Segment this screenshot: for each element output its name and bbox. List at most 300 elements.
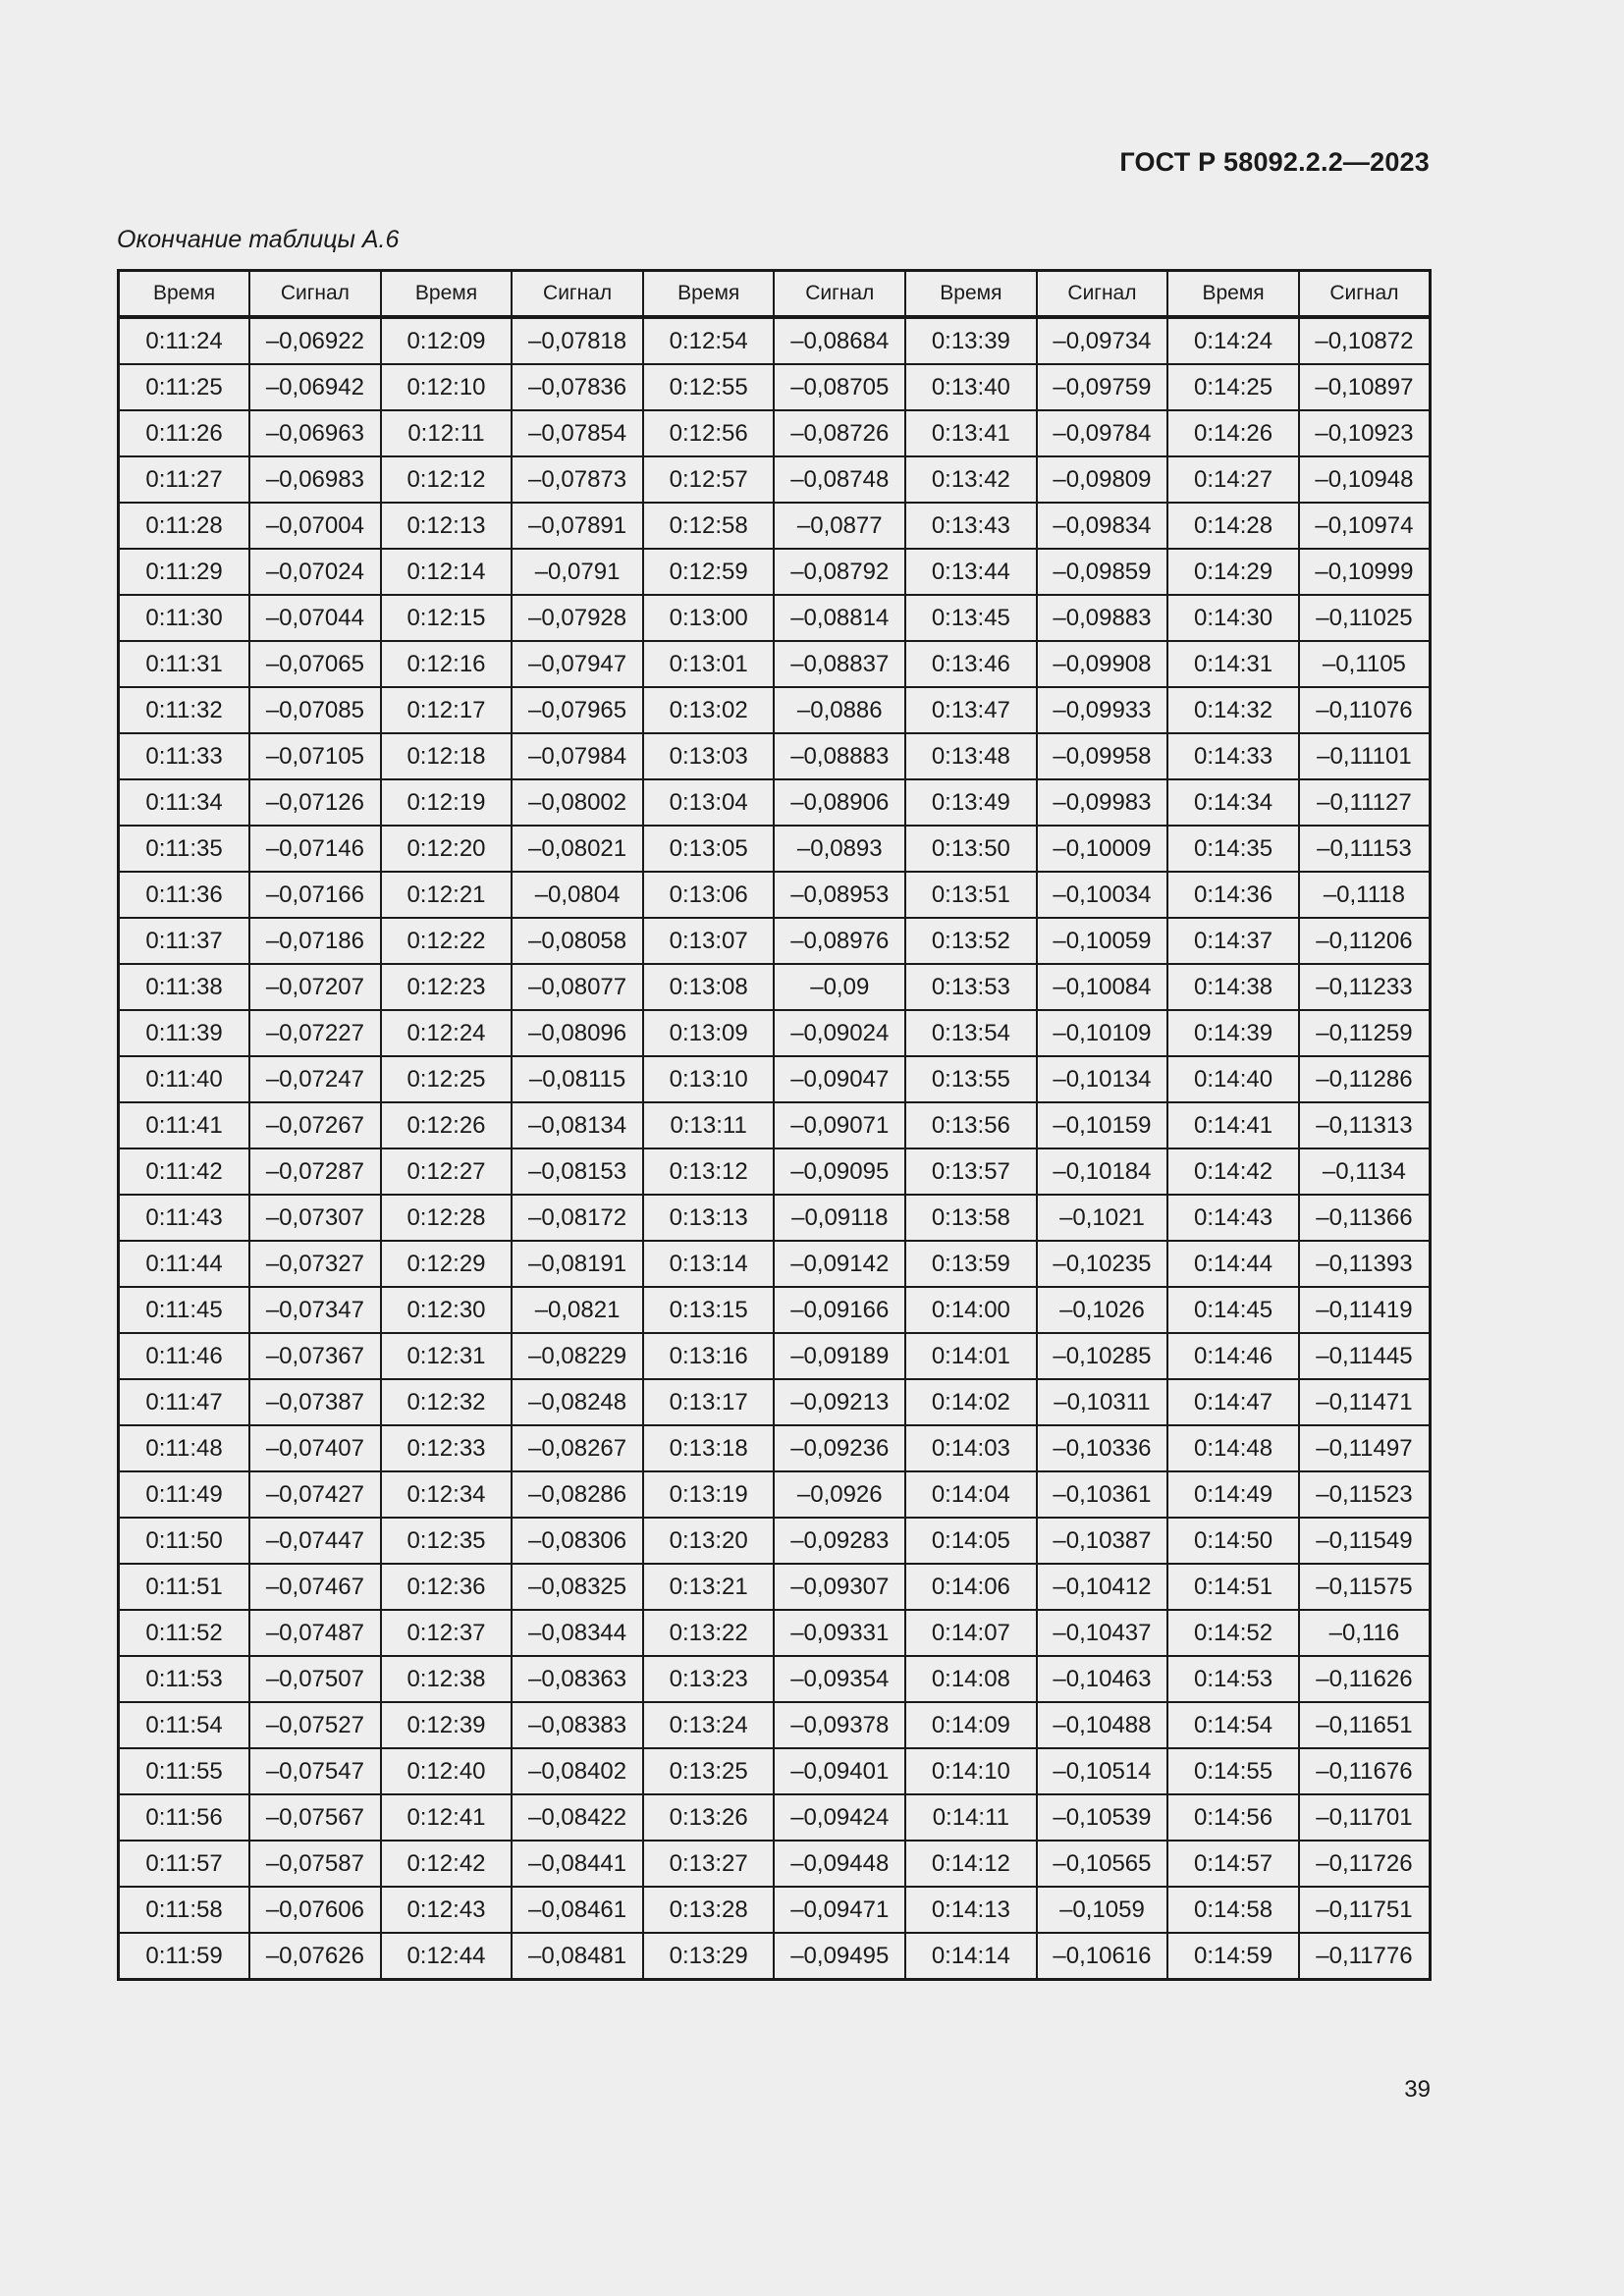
signal-cell: –0,1105 — [1299, 641, 1431, 687]
time-cell: 0:12:36 — [381, 1564, 513, 1610]
time-cell: 0:12:29 — [381, 1241, 513, 1287]
signal-cell: –0,08248 — [512, 1379, 643, 1425]
signal-cell: –0,09424 — [774, 1794, 905, 1841]
time-cell: 0:12:12 — [381, 456, 513, 503]
signal-cell: –0,07024 — [249, 549, 381, 595]
signal-cell: –0,08134 — [512, 1102, 643, 1148]
signal-cell: –0,08837 — [774, 641, 905, 687]
time-cell: 0:12:28 — [381, 1195, 513, 1241]
time-cell: 0:14:38 — [1167, 964, 1299, 1010]
signal-cell: –0,10437 — [1037, 1610, 1168, 1656]
time-cell: 0:13:09 — [643, 1010, 775, 1056]
time-cell: 0:11:48 — [119, 1425, 250, 1471]
table-row — [119, 1010, 1431, 1056]
time-cell: 0:13:23 — [643, 1656, 775, 1702]
signal-cell: –0,10872 — [1299, 317, 1431, 364]
time-cell: 0:14:44 — [1167, 1241, 1299, 1287]
time-cell: 0:13:59 — [905, 1241, 1037, 1287]
signal-cell: –0,09908 — [1037, 641, 1168, 687]
table-row — [119, 918, 1431, 964]
signal-cell: –0,09378 — [774, 1702, 905, 1748]
column-header: Сигнал — [512, 271, 643, 318]
signal-cell: –0,07836 — [512, 364, 643, 410]
signal-cell: –0,09471 — [774, 1887, 905, 1933]
signal-cell: –0,08286 — [512, 1471, 643, 1518]
time-cell: 0:12:24 — [381, 1010, 513, 1056]
time-cell: 0:14:00 — [905, 1287, 1037, 1333]
signal-cell: –0,09047 — [774, 1056, 905, 1102]
signal-cell: –0,08191 — [512, 1241, 643, 1287]
table-row — [119, 1518, 1431, 1564]
signal-cell: –0,07247 — [249, 1056, 381, 1102]
signal-cell: –0,07447 — [249, 1518, 381, 1564]
signal-cell: –0,07407 — [249, 1425, 381, 1471]
signal-cell: –0,08363 — [512, 1656, 643, 1702]
time-cell: 0:14:45 — [1167, 1287, 1299, 1333]
signal-cell: –0,07186 — [249, 918, 381, 964]
signal-cell: –0,06922 — [249, 317, 381, 364]
signal-cell: –0,07044 — [249, 595, 381, 641]
signal-cell: –0,07965 — [512, 687, 643, 733]
signal-cell: –0,10285 — [1037, 1333, 1168, 1379]
signal-cell: –0,07984 — [512, 733, 643, 779]
time-cell: 0:14:41 — [1167, 1102, 1299, 1148]
time-cell: 0:14:08 — [905, 1656, 1037, 1702]
table-row — [119, 1287, 1431, 1333]
signal-cell: –0,07367 — [249, 1333, 381, 1379]
time-cell: 0:14:35 — [1167, 826, 1299, 872]
column-header: Сигнал — [1299, 271, 1431, 318]
time-cell: 0:12:22 — [381, 918, 513, 964]
time-cell: 0:13:48 — [905, 733, 1037, 779]
time-cell: 0:14:47 — [1167, 1379, 1299, 1425]
time-cell: 0:12:18 — [381, 733, 513, 779]
signal-cell: –0,07507 — [249, 1656, 381, 1702]
signal-cell: –0,09759 — [1037, 364, 1168, 410]
time-cell: 0:13:07 — [643, 918, 775, 964]
time-cell: 0:12:32 — [381, 1379, 513, 1425]
time-cell: 0:11:38 — [119, 964, 250, 1010]
signal-cell: –0,1021 — [1037, 1195, 1168, 1241]
time-cell: 0:12:19 — [381, 779, 513, 826]
time-cell: 0:12:20 — [381, 826, 513, 872]
time-cell: 0:12:16 — [381, 641, 513, 687]
signal-cell: –0,08883 — [774, 733, 905, 779]
table-row — [119, 456, 1431, 503]
time-cell: 0:14:42 — [1167, 1148, 1299, 1195]
time-cell: 0:14:24 — [1167, 317, 1299, 364]
time-cell: 0:14:31 — [1167, 641, 1299, 687]
column-header: Время — [1167, 271, 1299, 318]
signal-cell: –0,09166 — [774, 1287, 905, 1333]
time-cell: 0:13:52 — [905, 918, 1037, 964]
signal-cell: –0,08684 — [774, 317, 905, 364]
signal-cell: –0,10616 — [1037, 1933, 1168, 1980]
time-cell: 0:12:37 — [381, 1610, 513, 1656]
time-cell: 0:14:07 — [905, 1610, 1037, 1656]
table-row — [119, 1056, 1431, 1102]
signal-cell: –0,09118 — [774, 1195, 905, 1241]
signal-cell: –0,07287 — [249, 1148, 381, 1195]
signal-cell: –0,09983 — [1037, 779, 1168, 826]
time-cell: 0:13:10 — [643, 1056, 775, 1102]
time-cell: 0:13:08 — [643, 964, 775, 1010]
table-row — [119, 687, 1431, 733]
signal-cell: –0,10009 — [1037, 826, 1168, 872]
signal-cell: –0,10084 — [1037, 964, 1168, 1010]
signal-cell: –0,1026 — [1037, 1287, 1168, 1333]
table-row — [119, 1379, 1431, 1425]
signal-cell: –0,11445 — [1299, 1333, 1431, 1379]
time-cell: 0:11:47 — [119, 1379, 250, 1425]
time-cell: 0:11:44 — [119, 1241, 250, 1287]
time-cell: 0:12:41 — [381, 1794, 513, 1841]
signal-cell: –0,10999 — [1299, 549, 1431, 595]
time-cell: 0:11:54 — [119, 1702, 250, 1748]
table-row — [119, 872, 1431, 918]
time-cell: 0:13:46 — [905, 641, 1037, 687]
column-header: Время — [381, 271, 513, 318]
time-cell: 0:11:34 — [119, 779, 250, 826]
time-cell: 0:11:52 — [119, 1610, 250, 1656]
time-cell: 0:11:40 — [119, 1056, 250, 1102]
table-row — [119, 1148, 1431, 1195]
signal-cell: –0,10159 — [1037, 1102, 1168, 1148]
signal-cell: –0,08383 — [512, 1702, 643, 1748]
table-row — [119, 549, 1431, 595]
time-cell: 0:11:25 — [119, 364, 250, 410]
signal-cell: –0,10361 — [1037, 1471, 1168, 1518]
signal-cell: –0,09448 — [774, 1841, 905, 1887]
time-cell: 0:11:43 — [119, 1195, 250, 1241]
time-cell: 0:14:28 — [1167, 503, 1299, 549]
time-cell: 0:13:44 — [905, 549, 1037, 595]
time-cell: 0:11:45 — [119, 1287, 250, 1333]
time-cell: 0:11:35 — [119, 826, 250, 872]
signal-cell: –0,10565 — [1037, 1841, 1168, 1887]
signal-cell: –0,0821 — [512, 1287, 643, 1333]
signal-cell: –0,09809 — [1037, 456, 1168, 503]
signal-cell: –0,08726 — [774, 410, 905, 456]
time-cell: 0:14:14 — [905, 1933, 1037, 1980]
time-cell: 0:11:42 — [119, 1148, 250, 1195]
time-cell: 0:12:57 — [643, 456, 775, 503]
time-cell: 0:12:43 — [381, 1887, 513, 1933]
signal-cell: –0,09142 — [774, 1241, 905, 1287]
time-cell: 0:14:34 — [1167, 779, 1299, 826]
signal-cell: –0,11206 — [1299, 918, 1431, 964]
time-cell: 0:14:37 — [1167, 918, 1299, 964]
signal-cell: –0,08229 — [512, 1333, 643, 1379]
signal-cell: –0,07126 — [249, 779, 381, 826]
table-row — [119, 1656, 1431, 1702]
time-cell: 0:13:15 — [643, 1287, 775, 1333]
time-cell: 0:13:02 — [643, 687, 775, 733]
signal-cell: –0,11776 — [1299, 1933, 1431, 1980]
time-cell: 0:13:53 — [905, 964, 1037, 1010]
time-cell: 0:12:59 — [643, 549, 775, 595]
time-cell: 0:13:18 — [643, 1425, 775, 1471]
signal-cell: –0,07146 — [249, 826, 381, 872]
table-row — [119, 1564, 1431, 1610]
document-code: ГОСТ Р 58092.2.2—2023 — [1119, 147, 1430, 177]
signal-cell: –0,10463 — [1037, 1656, 1168, 1702]
time-cell: 0:13:20 — [643, 1518, 775, 1564]
signal-cell: –0,07587 — [249, 1841, 381, 1887]
time-cell: 0:13:27 — [643, 1841, 775, 1887]
table-row — [119, 1425, 1431, 1471]
column-header: Время — [905, 271, 1037, 318]
time-cell: 0:13:42 — [905, 456, 1037, 503]
time-cell: 0:12:21 — [381, 872, 513, 918]
signal-cell: –0,08267 — [512, 1425, 643, 1471]
column-header: Время — [643, 271, 775, 318]
time-cell: 0:11:50 — [119, 1518, 250, 1564]
table-row — [119, 733, 1431, 779]
time-cell: 0:14:09 — [905, 1702, 1037, 1748]
table-row — [119, 1102, 1431, 1148]
signal-cell: –0,07891 — [512, 503, 643, 549]
signal-cell: –0,09933 — [1037, 687, 1168, 733]
time-cell: 0:14:39 — [1167, 1010, 1299, 1056]
signal-cell: –0,07105 — [249, 733, 381, 779]
signal-cell: –0,10235 — [1037, 1241, 1168, 1287]
signal-cell: –0,10311 — [1037, 1379, 1168, 1425]
signal-cell: –0,07928 — [512, 595, 643, 641]
table-row — [119, 826, 1431, 872]
signal-cell: –0,06963 — [249, 410, 381, 456]
signal-cell: –0,09213 — [774, 1379, 905, 1425]
time-cell: 0:12:23 — [381, 964, 513, 1010]
table-row — [119, 1748, 1431, 1794]
signal-cell: –0,07547 — [249, 1748, 381, 1794]
signal-cell: –0,08748 — [774, 456, 905, 503]
time-cell: 0:13:16 — [643, 1333, 775, 1379]
time-cell: 0:13:55 — [905, 1056, 1037, 1102]
signal-cell: –0,09024 — [774, 1010, 905, 1056]
signal-cell: –0,1059 — [1037, 1887, 1168, 1933]
time-cell: 0:12:44 — [381, 1933, 513, 1980]
time-cell: 0:13:29 — [643, 1933, 775, 1980]
time-cell: 0:12:56 — [643, 410, 775, 456]
table-row — [119, 595, 1431, 641]
signal-cell: –0,07166 — [249, 872, 381, 918]
signal-cell: –0,07818 — [512, 317, 643, 364]
signal-cell: –0,09784 — [1037, 410, 1168, 456]
table-row — [119, 1610, 1431, 1656]
signal-cell: –0,1118 — [1299, 872, 1431, 918]
time-cell: 0:13:13 — [643, 1195, 775, 1241]
time-cell: 0:11:55 — [119, 1748, 250, 1794]
time-cell: 0:14:53 — [1167, 1656, 1299, 1702]
table-row — [119, 1933, 1431, 1980]
signal-cell: –0,10059 — [1037, 918, 1168, 964]
signal-cell: –0,0877 — [774, 503, 905, 549]
signal-cell: –0,09189 — [774, 1333, 905, 1379]
signal-cell: –0,10412 — [1037, 1564, 1168, 1610]
time-cell: 0:11:49 — [119, 1471, 250, 1518]
signal-cell: –0,07626 — [249, 1933, 381, 1980]
signal-cell: –0,09 — [774, 964, 905, 1010]
signal-cell: –0,07467 — [249, 1564, 381, 1610]
signal-cell: –0,07347 — [249, 1287, 381, 1333]
signal-cell: –0,07487 — [249, 1610, 381, 1656]
signal-cell: –0,09283 — [774, 1518, 905, 1564]
time-cell: 0:11:29 — [119, 549, 250, 595]
signal-cell: –0,11313 — [1299, 1102, 1431, 1148]
signal-cell: –0,07307 — [249, 1195, 381, 1241]
time-cell: 0:13:06 — [643, 872, 775, 918]
time-cell: 0:14:25 — [1167, 364, 1299, 410]
signal-cell: –0,08002 — [512, 779, 643, 826]
time-cell: 0:12:40 — [381, 1748, 513, 1794]
table-row — [119, 1471, 1431, 1518]
time-cell: 0:14:55 — [1167, 1748, 1299, 1794]
table-body — [119, 317, 1431, 1980]
time-cell: 0:13:14 — [643, 1241, 775, 1287]
signal-cell: –0,07004 — [249, 503, 381, 549]
signal-cell: –0,09307 — [774, 1564, 905, 1610]
signal-cell: –0,11153 — [1299, 826, 1431, 872]
signal-cell: –0,07267 — [249, 1102, 381, 1148]
time-cell: 0:14:40 — [1167, 1056, 1299, 1102]
signal-cell: –0,08953 — [774, 872, 905, 918]
signal-cell: –0,11101 — [1299, 733, 1431, 779]
signal-cell: –0,1134 — [1299, 1148, 1431, 1195]
time-cell: 0:11:31 — [119, 641, 250, 687]
time-cell: 0:14:26 — [1167, 410, 1299, 456]
signal-cell: –0,08402 — [512, 1748, 643, 1794]
table-row — [119, 1794, 1431, 1841]
signal-cell: –0,10034 — [1037, 872, 1168, 918]
time-cell: 0:12:14 — [381, 549, 513, 595]
table-row — [119, 1841, 1431, 1887]
signal-cell: –0,09354 — [774, 1656, 905, 1702]
time-cell: 0:11:27 — [119, 456, 250, 503]
time-cell: 0:12:27 — [381, 1148, 513, 1195]
signal-cell: –0,11393 — [1299, 1241, 1431, 1287]
time-cell: 0:12:13 — [381, 503, 513, 549]
time-cell: 0:13:01 — [643, 641, 775, 687]
signal-cell: –0,11726 — [1299, 1841, 1431, 1887]
time-cell: 0:13:54 — [905, 1010, 1037, 1056]
signal-cell: –0,10514 — [1037, 1748, 1168, 1794]
table-row — [119, 317, 1431, 364]
table-row — [119, 1195, 1431, 1241]
signal-cell: –0,11419 — [1299, 1287, 1431, 1333]
column-header: Сигнал — [774, 271, 905, 318]
signal-cell: –0,08306 — [512, 1518, 643, 1564]
signal-cell: –0,0791 — [512, 549, 643, 595]
time-cell: 0:13:03 — [643, 733, 775, 779]
signal-cell: –0,09834 — [1037, 503, 1168, 549]
signal-cell: –0,11676 — [1299, 1748, 1431, 1794]
time-cell: 0:14:43 — [1167, 1195, 1299, 1241]
signal-cell: –0,10897 — [1299, 364, 1431, 410]
table-row — [119, 964, 1431, 1010]
time-cell: 0:14:36 — [1167, 872, 1299, 918]
signal-cell: –0,08441 — [512, 1841, 643, 1887]
time-cell: 0:14:30 — [1167, 595, 1299, 641]
time-cell: 0:14:03 — [905, 1425, 1037, 1471]
signal-cell: –0,09883 — [1037, 595, 1168, 641]
signal-cell: –0,07567 — [249, 1794, 381, 1841]
time-cell: 0:13:04 — [643, 779, 775, 826]
time-cell: 0:14:54 — [1167, 1702, 1299, 1748]
column-header: Сигнал — [1037, 271, 1168, 318]
time-cell: 0:12:55 — [643, 364, 775, 410]
time-cell: 0:13:45 — [905, 595, 1037, 641]
signal-cell: –0,08172 — [512, 1195, 643, 1241]
time-cell: 0:11:51 — [119, 1564, 250, 1610]
signal-cell: –0,11471 — [1299, 1379, 1431, 1425]
signal-cell: –0,07227 — [249, 1010, 381, 1056]
signal-cell: –0,06942 — [249, 364, 381, 410]
column-header: Сигнал — [249, 271, 381, 318]
signal-cell: –0,08077 — [512, 964, 643, 1010]
time-cell: 0:11:56 — [119, 1794, 250, 1841]
signal-cell: –0,07085 — [249, 687, 381, 733]
signal-cell: –0,08814 — [774, 595, 905, 641]
signal-cell: –0,116 — [1299, 1610, 1431, 1656]
time-cell: 0:13:51 — [905, 872, 1037, 918]
signal-cell: –0,10336 — [1037, 1425, 1168, 1471]
time-cell: 0:11:57 — [119, 1841, 250, 1887]
time-cell: 0:14:13 — [905, 1887, 1037, 1933]
time-cell: 0:12:26 — [381, 1102, 513, 1148]
signal-cell: –0,10134 — [1037, 1056, 1168, 1102]
signal-cell: –0,10923 — [1299, 410, 1431, 456]
time-cell: 0:13:24 — [643, 1702, 775, 1748]
time-cell: 0:14:58 — [1167, 1887, 1299, 1933]
time-cell: 0:13:58 — [905, 1195, 1037, 1241]
signal-cell: –0,0926 — [774, 1471, 905, 1518]
signal-cell: –0,11626 — [1299, 1656, 1431, 1702]
signal-cell: –0,0804 — [512, 872, 643, 918]
signal-cell: –0,10184 — [1037, 1148, 1168, 1195]
signal-cell: –0,07854 — [512, 410, 643, 456]
signal-cell: –0,11497 — [1299, 1425, 1431, 1471]
time-cell: 0:14:12 — [905, 1841, 1037, 1887]
signal-cell: –0,10109 — [1037, 1010, 1168, 1056]
signal-cell: –0,08705 — [774, 364, 905, 410]
signal-cell: –0,08325 — [512, 1564, 643, 1610]
time-cell: 0:14:32 — [1167, 687, 1299, 733]
signal-cell: –0,09859 — [1037, 549, 1168, 595]
signal-cell: –0,11025 — [1299, 595, 1431, 641]
signal-cell: –0,10387 — [1037, 1518, 1168, 1564]
time-cell: 0:14:49 — [1167, 1471, 1299, 1518]
table-row — [119, 503, 1431, 549]
signal-cell: –0,10539 — [1037, 1794, 1168, 1841]
signal-cell: –0,10948 — [1299, 456, 1431, 503]
time-cell: 0:14:50 — [1167, 1518, 1299, 1564]
time-cell: 0:11:36 — [119, 872, 250, 918]
time-cell: 0:12:31 — [381, 1333, 513, 1379]
time-cell: 0:13:50 — [905, 826, 1037, 872]
signal-cell: –0,08792 — [774, 549, 905, 595]
signal-cell: –0,08058 — [512, 918, 643, 964]
time-cell: 0:11:26 — [119, 410, 250, 456]
signal-cell: –0,11233 — [1299, 964, 1431, 1010]
time-cell: 0:13:12 — [643, 1148, 775, 1195]
signal-cell: –0,0893 — [774, 826, 905, 872]
signal-cell: –0,09071 — [774, 1102, 905, 1148]
time-cell: 0:14:57 — [1167, 1841, 1299, 1887]
signal-cell: –0,11549 — [1299, 1518, 1431, 1564]
signal-cell: –0,11523 — [1299, 1471, 1431, 1518]
time-cell: 0:11:33 — [119, 733, 250, 779]
